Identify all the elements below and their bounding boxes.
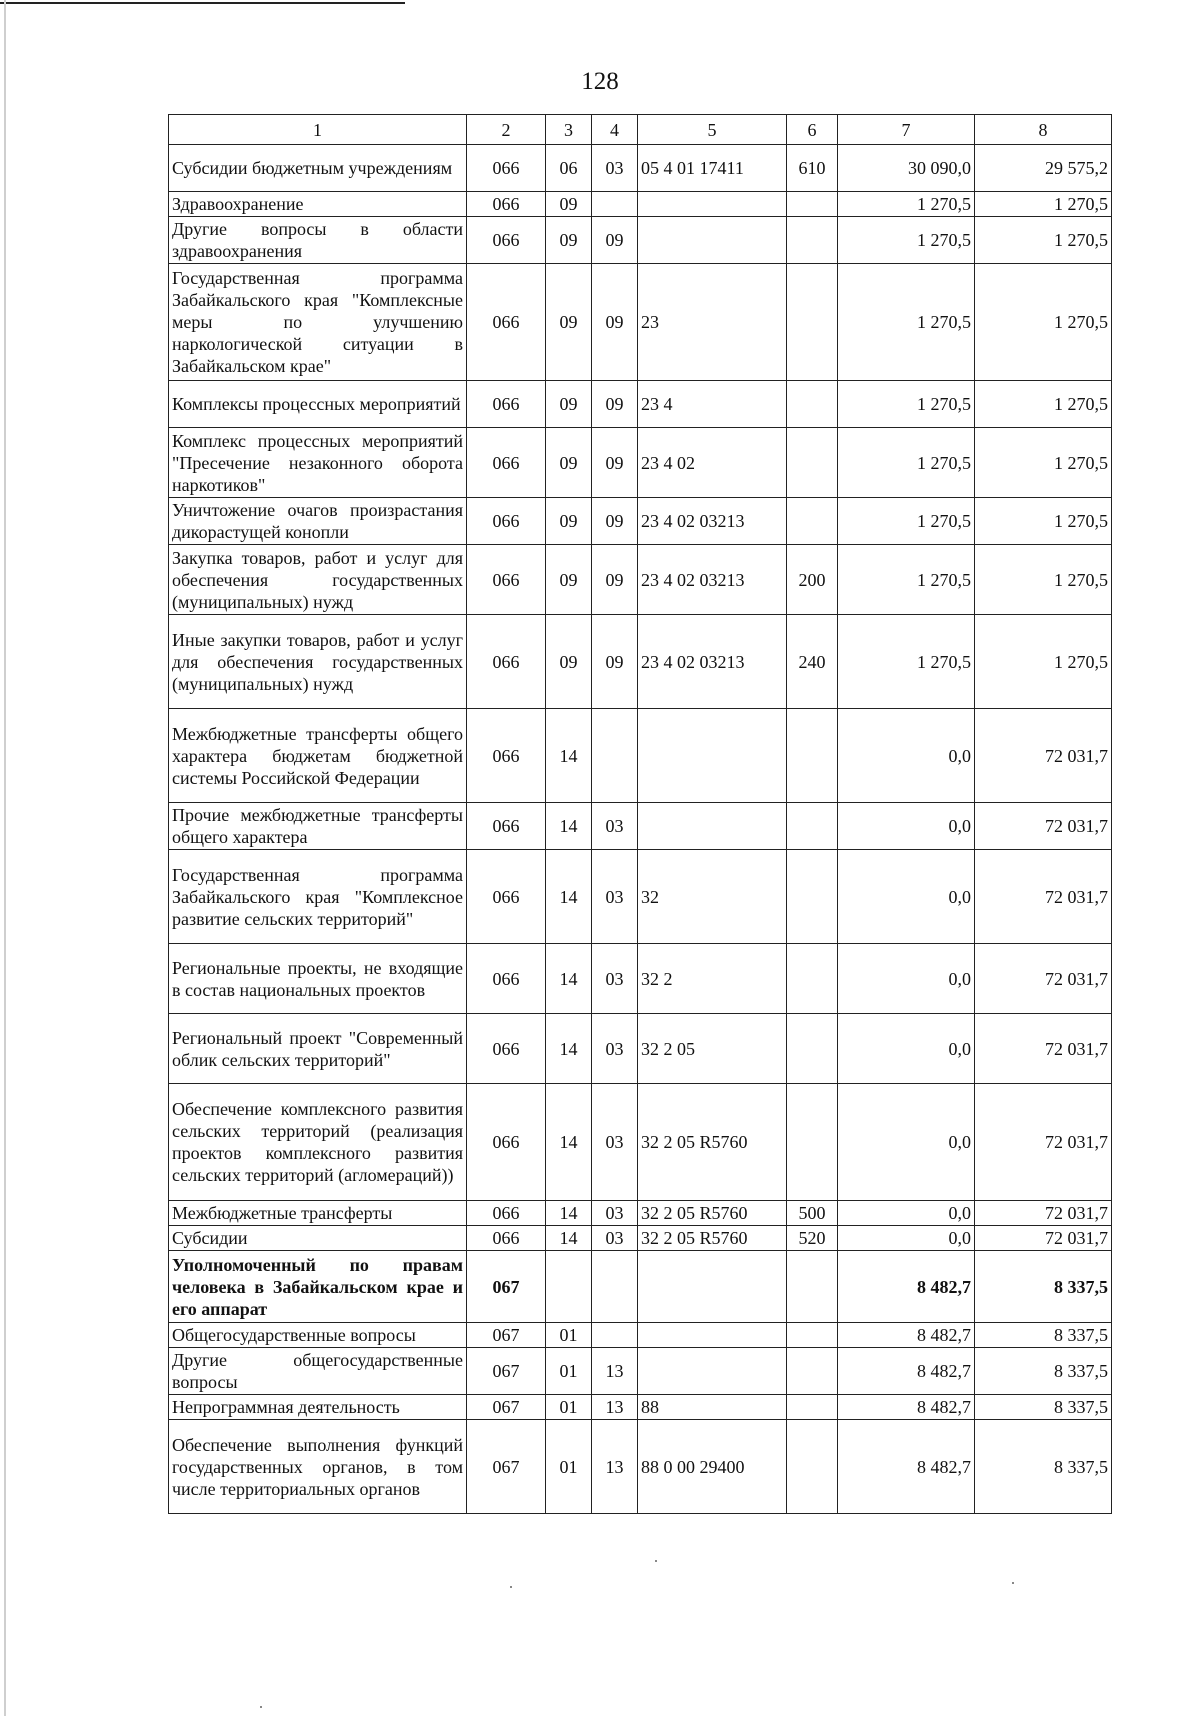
amount-col8: 1 270,5 xyxy=(975,545,1112,615)
table-row xyxy=(169,1014,1112,1084)
section-code: 09 xyxy=(546,192,592,217)
section-code: 06 xyxy=(546,145,592,192)
amount-col8: 8 337,5 xyxy=(975,1251,1112,1323)
admin-code: 066 xyxy=(467,1014,546,1084)
amount-col7: 0,0 xyxy=(838,1201,975,1226)
section-code xyxy=(546,1251,592,1323)
expense-type xyxy=(787,498,838,545)
table-header-row xyxy=(169,115,1112,145)
scan-edge-top xyxy=(0,2,405,4)
amount-col7: 8 482,7 xyxy=(838,1395,975,1420)
scan-speck xyxy=(655,1560,657,1562)
target-article: 05 4 01 17411 xyxy=(638,145,787,192)
column-header: 2 xyxy=(467,115,546,145)
amount-col7: 8 482,7 xyxy=(838,1323,975,1348)
amount-col7: 1 270,5 xyxy=(838,545,975,615)
amount-col8: 1 270,5 xyxy=(975,217,1112,264)
section-code: 14 xyxy=(546,1226,592,1251)
amount-col7: 8 482,7 xyxy=(838,1348,975,1395)
budget-table xyxy=(168,114,1112,1514)
target-article: 88 xyxy=(638,1395,787,1420)
admin-code: 067 xyxy=(467,1323,546,1348)
scan-edge-left xyxy=(4,0,6,1716)
section-code: 09 xyxy=(546,217,592,264)
table-row xyxy=(169,1348,1112,1395)
section-code: 14 xyxy=(546,850,592,944)
expense-type xyxy=(787,1014,838,1084)
target-article xyxy=(638,1251,787,1323)
target-article xyxy=(638,217,787,264)
section-code: 09 xyxy=(546,428,592,498)
item-name: Непрограммная деятельность xyxy=(169,1395,467,1420)
amount-col7: 30 090,0 xyxy=(838,145,975,192)
expense-type xyxy=(787,264,838,381)
amount-col8: 8 337,5 xyxy=(975,1323,1112,1348)
subsection-code: 13 xyxy=(592,1395,638,1420)
target-article: 88 0 00 29400 xyxy=(638,1420,787,1514)
subsection-code: 09 xyxy=(592,428,638,498)
amount-col8: 72 031,7 xyxy=(975,1084,1112,1201)
section-code: 14 xyxy=(546,944,592,1014)
column-header: 1 xyxy=(169,115,467,145)
target-article: 23 4 xyxy=(638,381,787,428)
table-row xyxy=(169,1395,1112,1420)
target-article xyxy=(638,709,787,803)
target-article xyxy=(638,803,787,850)
amount-col7: 0,0 xyxy=(838,1014,975,1084)
item-name: Общегосударственные вопросы xyxy=(169,1323,467,1348)
admin-code: 066 xyxy=(467,217,546,264)
column-header: 5 xyxy=(638,115,787,145)
expense-type: 240 xyxy=(787,615,838,709)
target-article: 23 4 02 03213 xyxy=(638,615,787,709)
amount-col7: 8 482,7 xyxy=(838,1420,975,1514)
table-row xyxy=(169,192,1112,217)
amount-col7: 1 270,5 xyxy=(838,381,975,428)
section-code: 09 xyxy=(546,381,592,428)
subsection-code: 03 xyxy=(592,803,638,850)
amount-col8: 72 031,7 xyxy=(975,850,1112,944)
admin-code: 066 xyxy=(467,709,546,803)
admin-code: 066 xyxy=(467,1084,546,1201)
target-article: 32 2 05 R5760 xyxy=(638,1201,787,1226)
expense-type: 520 xyxy=(787,1226,838,1251)
table-row xyxy=(169,381,1112,428)
table-row xyxy=(169,615,1112,709)
admin-code: 066 xyxy=(467,615,546,709)
admin-code: 066 xyxy=(467,381,546,428)
expense-type xyxy=(787,428,838,498)
subsection-code xyxy=(592,192,638,217)
subsection-code xyxy=(592,1251,638,1323)
section-code: 09 xyxy=(546,264,592,381)
expense-type: 610 xyxy=(787,145,838,192)
table-row xyxy=(169,1084,1112,1201)
expense-type xyxy=(787,1323,838,1348)
subsection-code: 13 xyxy=(592,1348,638,1395)
admin-code: 066 xyxy=(467,264,546,381)
amount-col7: 1 270,5 xyxy=(838,428,975,498)
admin-code: 066 xyxy=(467,428,546,498)
amount-col7: 1 270,5 xyxy=(838,615,975,709)
expense-type xyxy=(787,1395,838,1420)
expense-type xyxy=(787,192,838,217)
section-code: 09 xyxy=(546,545,592,615)
scan-speck xyxy=(260,1706,262,1708)
target-article: 23 xyxy=(638,264,787,381)
amount-col8: 72 031,7 xyxy=(975,709,1112,803)
amount-col8: 1 270,5 xyxy=(975,428,1112,498)
subsection-code: 09 xyxy=(592,545,638,615)
subsection-code: 09 xyxy=(592,264,638,381)
subsection-code: 03 xyxy=(592,1226,638,1251)
section-code: 14 xyxy=(546,1084,592,1201)
scan-speck xyxy=(510,1586,512,1588)
table-row xyxy=(169,1226,1112,1251)
item-name: Обеспечение комплексного развития сельских территорий (реализация проектов комплексного развития сельских территорий (агломераций)) xyxy=(169,1084,467,1201)
expense-type xyxy=(787,1348,838,1395)
item-name: Субсидии xyxy=(169,1226,467,1251)
amount-col8: 8 337,5 xyxy=(975,1348,1112,1395)
expense-type xyxy=(787,803,838,850)
table-row xyxy=(169,1251,1112,1323)
item-name: Обеспечение выполнения функций государственных органов, в том числе территориальных органов xyxy=(169,1420,467,1514)
amount-col7: 0,0 xyxy=(838,944,975,1014)
table-row xyxy=(169,803,1112,850)
expense-type xyxy=(787,944,838,1014)
target-article: 23 4 02 03213 xyxy=(638,498,787,545)
amount-col8: 1 270,5 xyxy=(975,192,1112,217)
amount-col7: 1 270,5 xyxy=(838,264,975,381)
table-row xyxy=(169,1201,1112,1226)
section-code: 14 xyxy=(546,1014,592,1084)
item-name: Межбюджетные трансферты общего характера бюджетам бюджетной системы Российской Федерации xyxy=(169,709,467,803)
expense-type xyxy=(787,1251,838,1323)
target-article: 32 xyxy=(638,850,787,944)
amount-col8: 8 337,5 xyxy=(975,1395,1112,1420)
subsection-code: 03 xyxy=(592,1084,638,1201)
section-code: 01 xyxy=(546,1323,592,1348)
admin-code: 067 xyxy=(467,1420,546,1514)
item-name: Государственная программа Забайкальского края "Комплексное развитие сельских территорий" xyxy=(169,850,467,944)
admin-code: 066 xyxy=(467,850,546,944)
subsection-code: 03 xyxy=(592,850,638,944)
item-name: Иные закупки товаров, работ и услуг для обеспечения государственных (муниципальных) нужд xyxy=(169,615,467,709)
section-code: 09 xyxy=(546,498,592,545)
amount-col8: 1 270,5 xyxy=(975,498,1112,545)
expense-type xyxy=(787,1084,838,1201)
column-header: 8 xyxy=(975,115,1112,145)
admin-code: 066 xyxy=(467,498,546,545)
item-name: Субсидии бюджетным учреждениям xyxy=(169,145,467,192)
amount-col8: 72 031,7 xyxy=(975,1014,1112,1084)
amount-col8: 1 270,5 xyxy=(975,381,1112,428)
table-row xyxy=(169,850,1112,944)
amount-col8: 1 270,5 xyxy=(975,615,1112,709)
target-article: 23 4 02 03213 xyxy=(638,545,787,615)
amount-col7: 1 270,5 xyxy=(838,217,975,264)
column-header: 7 xyxy=(838,115,975,145)
subsection-code xyxy=(592,1323,638,1348)
amount-col8: 8 337,5 xyxy=(975,1420,1112,1514)
target-article: 32 2 05 R5760 xyxy=(638,1084,787,1201)
item-name: Комплексы процессных мероприятий xyxy=(169,381,467,428)
subsection-code: 03 xyxy=(592,145,638,192)
expense-type xyxy=(787,217,838,264)
subsection-code: 03 xyxy=(592,1014,638,1084)
amount-col7: 1 270,5 xyxy=(838,498,975,545)
amount-col8: 29 575,2 xyxy=(975,145,1112,192)
table-row xyxy=(169,217,1112,264)
item-name: Здравоохранение xyxy=(169,192,467,217)
table-row xyxy=(169,1323,1112,1348)
item-name: Другие вопросы в области здравоохранения xyxy=(169,217,467,264)
amount-col7: 1 270,5 xyxy=(838,192,975,217)
item-name: Прочие межбюджетные трансферты общего характера xyxy=(169,803,467,850)
item-name: Межбюджетные трансферты xyxy=(169,1201,467,1226)
admin-code: 066 xyxy=(467,545,546,615)
column-header: 6 xyxy=(787,115,838,145)
item-name: Региональные проекты, не входящие в состав национальных проектов xyxy=(169,944,467,1014)
admin-code: 067 xyxy=(467,1348,546,1395)
column-header: 4 xyxy=(592,115,638,145)
section-code: 01 xyxy=(546,1420,592,1514)
admin-code: 066 xyxy=(467,1201,546,1226)
expense-type xyxy=(787,709,838,803)
section-code: 14 xyxy=(546,803,592,850)
table-row xyxy=(169,428,1112,498)
subsection-code: 09 xyxy=(592,381,638,428)
admin-code: 067 xyxy=(467,1251,546,1323)
amount-col7: 0,0 xyxy=(838,1226,975,1251)
expense-type xyxy=(787,381,838,428)
section-code: 14 xyxy=(546,709,592,803)
target-article xyxy=(638,1348,787,1395)
target-article: 23 4 02 xyxy=(638,428,787,498)
table-row xyxy=(169,1420,1112,1514)
amount-col7: 0,0 xyxy=(838,709,975,803)
section-code: 09 xyxy=(546,615,592,709)
table-body xyxy=(169,115,1112,1514)
target-article: 32 2 05 R5760 xyxy=(638,1226,787,1251)
item-name: Комплекс процессных мероприятий "Пресечение незаконного оборота наркотиков" xyxy=(169,428,467,498)
subsection-code: 09 xyxy=(592,498,638,545)
section-code: 14 xyxy=(546,1201,592,1226)
table-row xyxy=(169,145,1112,192)
table-row xyxy=(169,498,1112,545)
subsection-code: 03 xyxy=(592,1201,638,1226)
item-name: Закупка товаров, работ и услуг для обеспечения государственных (муниципальных) нужд xyxy=(169,545,467,615)
amount-col8: 72 031,7 xyxy=(975,1226,1112,1251)
admin-code: 067 xyxy=(467,1395,546,1420)
amount-col8: 72 031,7 xyxy=(975,1201,1112,1226)
amount-col8: 72 031,7 xyxy=(975,803,1112,850)
item-name: Уполномоченный по правам человека в Забайкальском крае и его аппарат xyxy=(169,1251,467,1323)
admin-code: 066 xyxy=(467,145,546,192)
section-code: 01 xyxy=(546,1348,592,1395)
admin-code: 066 xyxy=(467,944,546,1014)
target-article: 32 2 05 xyxy=(638,1014,787,1084)
column-header: 3 xyxy=(546,115,592,145)
subsection-code xyxy=(592,709,638,803)
item-name: Государственная программа Забайкальского края "Комплексные меры по улучшению наркологической ситуации в Забайкальском крае" xyxy=(169,264,467,381)
subsection-code: 03 xyxy=(592,944,638,1014)
amount-col8: 1 270,5 xyxy=(975,264,1112,381)
section-code: 01 xyxy=(546,1395,592,1420)
page-number: 128 xyxy=(581,68,619,95)
amount-col7: 0,0 xyxy=(838,850,975,944)
expense-type: 200 xyxy=(787,545,838,615)
amount-col8: 72 031,7 xyxy=(975,944,1112,1014)
table-row xyxy=(169,709,1112,803)
target-article xyxy=(638,192,787,217)
expense-type: 500 xyxy=(787,1201,838,1226)
amount-col7: 0,0 xyxy=(838,803,975,850)
admin-code: 066 xyxy=(467,192,546,217)
table-row xyxy=(169,944,1112,1014)
subsection-code: 13 xyxy=(592,1420,638,1514)
item-name: Уничтожение очагов произрастания дикорастущей конопли xyxy=(169,498,467,545)
table-row xyxy=(169,545,1112,615)
item-name: Региональный проект "Современный облик сельских территорий" xyxy=(169,1014,467,1084)
table-row xyxy=(169,264,1112,381)
subsection-code: 09 xyxy=(592,615,638,709)
amount-col7: 0,0 xyxy=(838,1084,975,1201)
target-article xyxy=(638,1323,787,1348)
item-name: Другие общегосударственные вопросы xyxy=(169,1348,467,1395)
admin-code: 066 xyxy=(467,1226,546,1251)
expense-type xyxy=(787,1420,838,1514)
expense-type xyxy=(787,850,838,944)
scan-speck xyxy=(1012,1582,1014,1584)
subsection-code: 09 xyxy=(592,217,638,264)
amount-col7: 8 482,7 xyxy=(838,1251,975,1323)
admin-code: 066 xyxy=(467,803,546,850)
target-article: 32 2 xyxy=(638,944,787,1014)
